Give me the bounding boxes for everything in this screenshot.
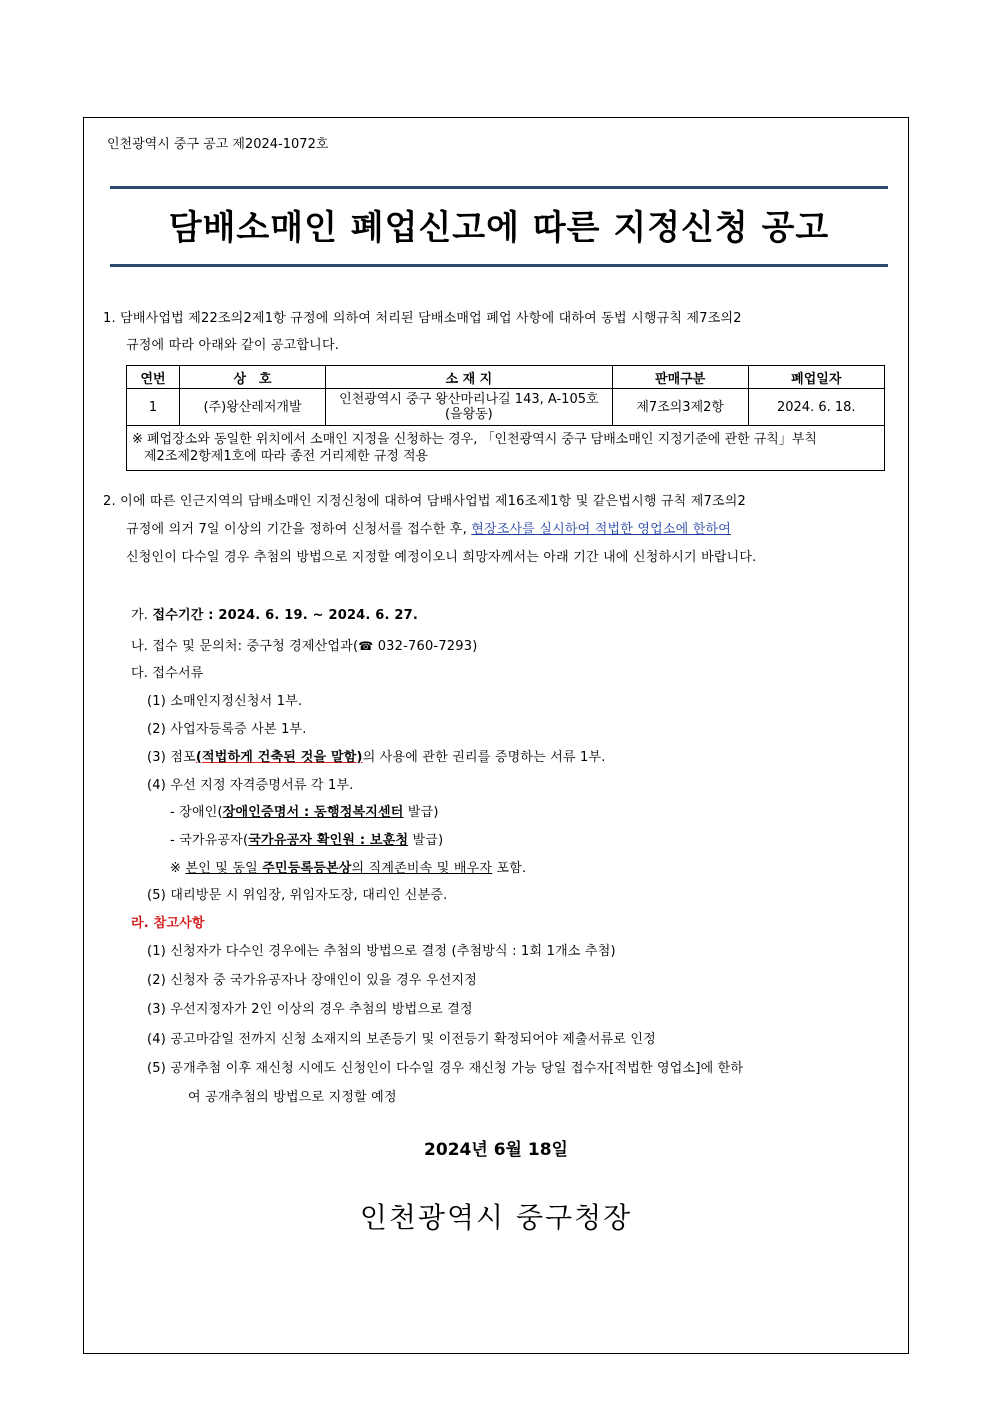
doc-item-3-bold: (적법하게 건축된 것을 말함) — [195, 750, 363, 765]
doc-item-4-c-bold: 주민등록등본상 — [262, 861, 352, 876]
cell-address — [325, 389, 612, 426]
col-header-name: 상 호 — [180, 366, 326, 389]
doc-item-4-b-prefix: - 국가유공자( — [170, 833, 249, 848]
title-top-rule — [110, 186, 888, 189]
doc-item-3-suffix: 의 사용에 관한 권리를 증명하는 서류 1부. — [362, 750, 606, 765]
notice-date: 2024년 6월 18일 — [424, 1140, 568, 1160]
issuer-signature: 인천광역시 중구청장 — [359, 1201, 633, 1234]
doc-item-4-a-suffix: 발급) — [403, 805, 439, 820]
doc-item-4-c-prefix: ※ — [170, 861, 186, 876]
doc-item-5: (5) 대리방문 시 위임장, 위임자도장, 대리인 신분증. — [147, 888, 448, 903]
cell-category: 제7조의3제2항 — [612, 389, 748, 426]
item-na — [131, 635, 477, 654]
table-note-row — [127, 426, 885, 471]
ref-item-4: (4) 공고마감일 전까지 신청 소재지의 보존등기 및 이전등기 확정되어야 제출서류로 인정 — [147, 1032, 656, 1047]
col-header-address: 소 재 지 — [325, 366, 612, 389]
doc-item-4-c — [170, 857, 526, 876]
section2-line3: 신청인이 다수일 경우 추첨의 방법으로 지정할 예정이오니 희망자께서는 아래 기간 내에 신청하시기 바랍니다. — [126, 550, 757, 565]
item-da: 다. 접수서류 — [131, 666, 204, 681]
table-note-line2: 제2조제2항제1호에 따라 종전 거리제한 규정 적용 — [144, 449, 429, 464]
doc-item-3 — [147, 746, 606, 765]
cell-name: (주)왕산레저개발 — [180, 389, 326, 426]
doc-item-4-c-u1: 본인 및 동일 — [185, 861, 263, 876]
table-row — [127, 389, 885, 426]
doc-item-4-c-suffix: 포함. — [492, 861, 527, 876]
item-na-prefix: 나. 접수 및 문의처: 중구청 경제산업과( — [131, 639, 359, 654]
document-title: 담배소매인 폐업신고에 따른 지정신청 공고 — [168, 208, 830, 248]
doc-item-4-a-prefix: - 장애인( — [170, 805, 223, 820]
col-header-closed-date: 폐업일자 — [748, 366, 884, 389]
section1-line1: 1. 담배사업법 제22조의2제1항 규정에 의하여 처리된 담배소매업 폐업 사항에 대하여 동법 시행규칙 제7조의2 — [103, 311, 742, 326]
doc-item-4-b-bold: 국가유공자 확인원 : 보훈청 — [248, 833, 409, 848]
ref-item-2: (2) 신청자 중 국가유공자나 장애인이 있을 경우 우선지정 — [147, 973, 478, 988]
col-header-no: 연번 — [127, 366, 180, 389]
doc-item-4: (4) 우선 지정 자격증명서류 각 1부. — [147, 778, 354, 793]
cell-address-line2: (을왕동) — [444, 407, 493, 422]
table-note — [127, 426, 885, 471]
table-note-line1: ※ 폐업장소와 동일한 위치에서 소매인 지정을 신청하는 경우, 「인천광역시 중구 담배소매인 지정기준에 관한 규칙」부칙 — [132, 432, 817, 447]
item-na-phone: 032-760-7293) — [373, 639, 478, 654]
phone-icon: ☎ — [358, 639, 374, 653]
item-ga-prefix: 가. — [131, 608, 153, 623]
title-bottom-rule — [110, 264, 888, 267]
ref-item-5-line1: (5) 공개추첨 이후 재신청 시에도 신청인이 다수일 경우 재신청 가능 당일 접수자[적법한 영업소]에 한하 — [147, 1061, 744, 1076]
ref-item-1: (1) 신청자가 다수인 경우에는 추첨의 방법으로 결정 (추첨방식 : 1회 1개소 추첨) — [147, 944, 616, 959]
section2-line2-prefix: 규정에 의거 7일 이상의 기간을 정하여 신청서를 접수한 후, — [126, 522, 472, 537]
item-ga-text: 접수기간 : 2024. 6. 19. ~ 2024. 6. 27. — [152, 608, 419, 623]
ref-item-3: (3) 우선지정자가 2인 이상의 경우 추첨의 방법으로 결정 — [147, 1002, 473, 1017]
cell-address-line1: 인천광역시 중구 왕산마리나길 143, A-105호 — [339, 392, 599, 407]
item-ga — [131, 604, 418, 623]
item-ra-heading: 라. 참고사항 — [131, 916, 205, 931]
cell-no: 1 — [127, 389, 180, 426]
ref-item-5-line2: 여 공개추첨의 방법으로 지정할 예정 — [188, 1090, 397, 1105]
doc-item-1: (1) 소매인지정신청서 1부. — [147, 694, 303, 709]
section2-line1: 2. 이에 따른 인근지역의 담배소매인 지정신청에 대하여 담배사업법 제16조제1항 및 같은법시행 규칙 제7조의2 — [103, 494, 746, 509]
doc-item-3-prefix: (3) 점포 — [147, 750, 196, 765]
cell-closed-date: 2024. 6. 18. — [748, 389, 884, 426]
doc-item-4-a — [170, 801, 439, 820]
col-header-category: 판매구분 — [612, 366, 748, 389]
doc-item-2: (2) 사업자등록증 사본 1부. — [147, 722, 307, 737]
doc-item-4-c-u2: 의 직계존비속 및 배우자 — [351, 861, 493, 876]
doc-item-4-b-suffix: 발급) — [408, 833, 444, 848]
doc-item-4-b — [170, 829, 443, 848]
table-header-row — [127, 366, 885, 389]
section1-line2: 규정에 따라 아래와 같이 공고합니다. — [126, 338, 340, 353]
section2-link-text: 현장조사를 실시하여 적법한 영업소에 한하여 — [471, 522, 731, 537]
notice-number: 인천광역시 중구 공고 제2024-1072호 — [107, 137, 329, 152]
doc-item-4-a-bold: 장애인증명서 : 동행정복지센터 — [222, 805, 404, 820]
closure-table — [126, 365, 885, 471]
section2-line2 — [126, 518, 731, 537]
